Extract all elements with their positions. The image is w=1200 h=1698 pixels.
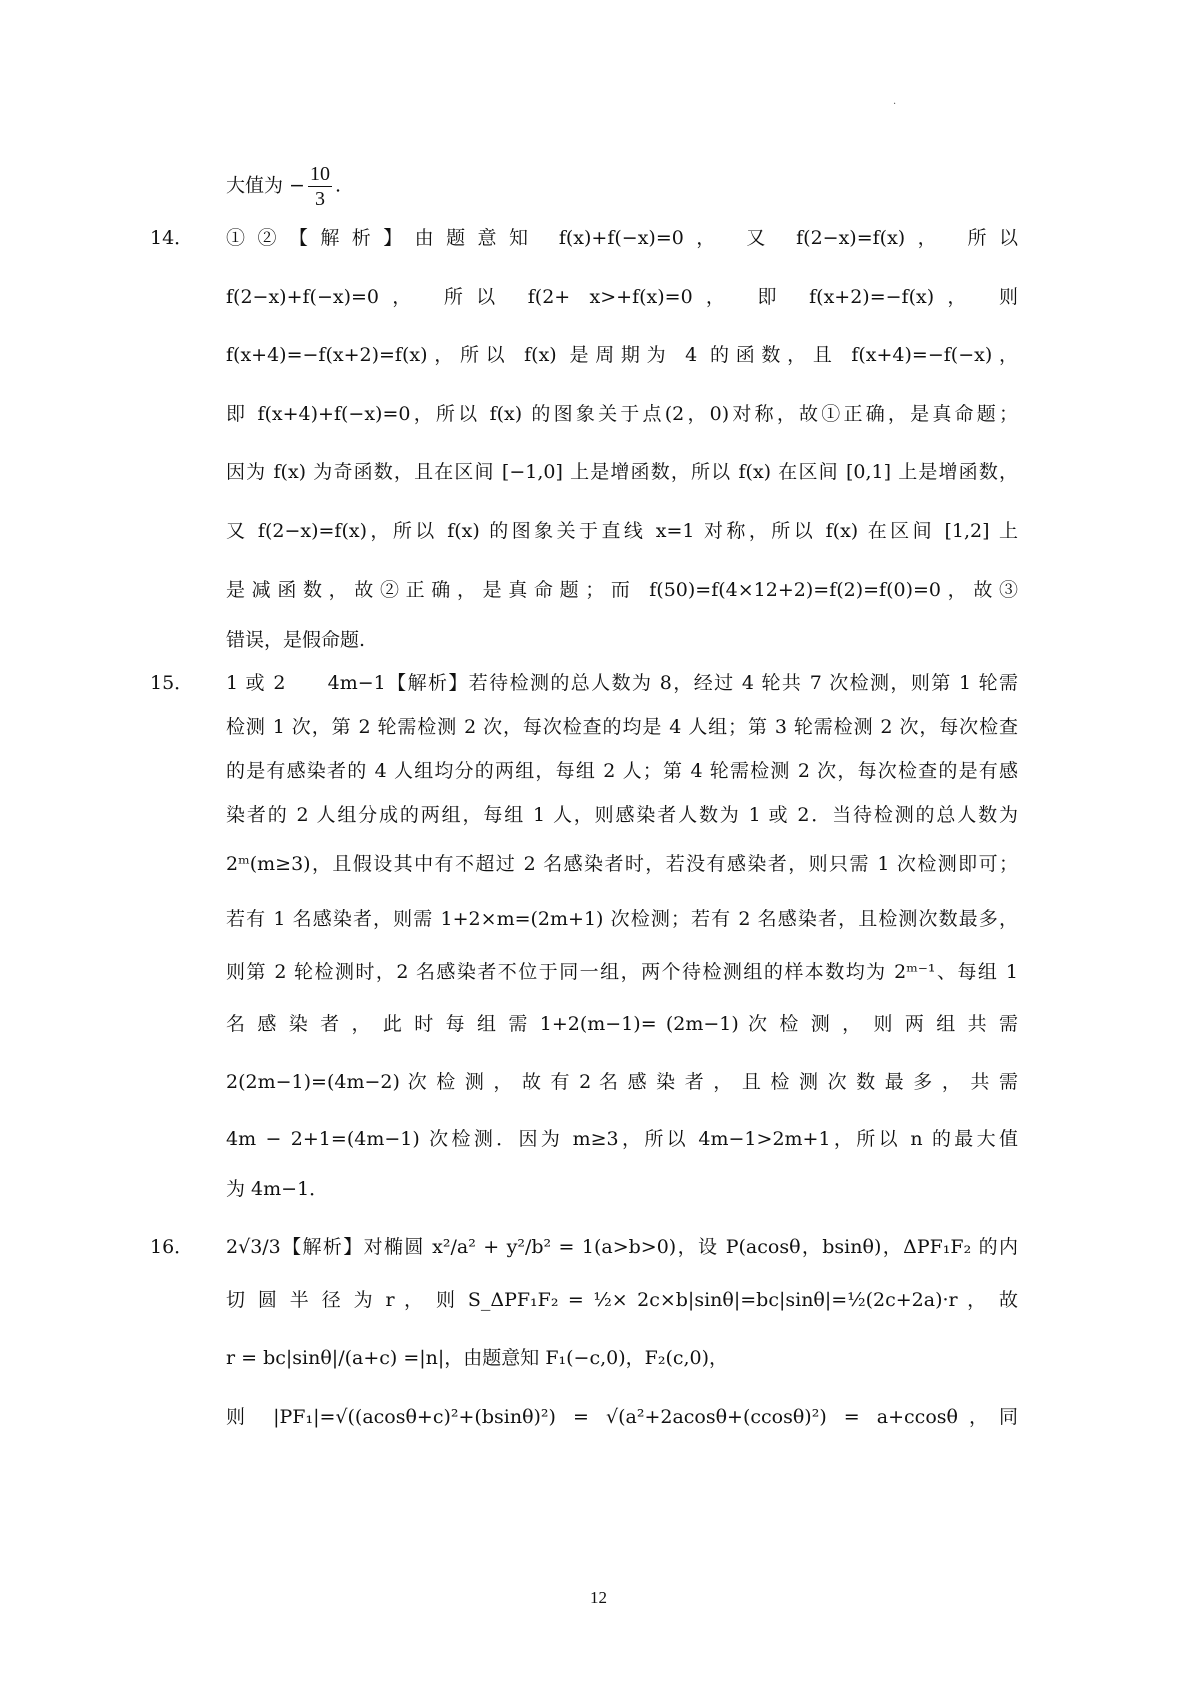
- q15-line: 若有 1 名感染者，则需 1+2×m=(2m+1) 次检测；若有 2 名感染者，且检测次数最多，: [226, 908, 1018, 930]
- top-mark: .: [893, 96, 897, 107]
- q14-line: 因为 f(x) 为奇函数，且在区间 [−1,0] 上是增函数，所以 f(x) 在区间 [0,1] 上是增函数，: [226, 461, 1018, 483]
- q14-line: f(2−x)+f(−x)=0， 所以 f(2+ x>+f(x)=0， 即 f(x+2)=−f(x)， 则: [226, 286, 1018, 308]
- q16-line: r = bc|sinθ|/(a+c) =|n|，由题意知 F₁(−c,0)，F₂(c,0)，: [226, 1347, 729, 1369]
- q15-line: 为 4m−1．: [226, 1178, 329, 1200]
- q14-line: 又 f(2−x)=f(x)，所以 f(x) 的图象关于直线 x=1 对称，所以 f(x) 在区间 [1,2] 上: [226, 520, 1018, 542]
- page-number: 12: [590, 1588, 607, 1607]
- q16-line: 则 |PF₁|=√((acosθ+c)²+(bsinθ)²) = √(a²+2acosθ+(ccosθ)²) = a+ccosθ，同: [226, 1406, 1018, 1428]
- q16-line: 切 圆 半 径 为 r ， 则 S_ΔPF₁F₂ = ½× 2c×b|sinθ|=bc|sinθ|=½(2c+2a)·r ， 故: [226, 1289, 1018, 1311]
- intro-end: .: [334, 174, 342, 197]
- q15-line: 1 或 2 4m−1【解析】若待检测的总人数为 8，经过 4 轮共 7 次检测，则第 1 轮需: [226, 672, 1018, 694]
- frac-denominator: 3: [314, 188, 325, 210]
- q16-line: 2√3/3【解析】对椭圆 x²/a² + y²/b² = 1(a>b>0)，设 P(acosθ，bsinθ)，ΔPF₁F₂ 的内: [226, 1236, 1018, 1258]
- intro-text: 大值为 −: [226, 174, 305, 197]
- q15-line: 4m − 2+1=(4m−1) 次检测．因为 m≥3，所以 4m−1>2m+1，所以 n 的最大值: [226, 1128, 1018, 1150]
- frac-numerator: 10: [309, 163, 330, 185]
- fraction: [308, 162, 332, 211]
- q15-line: 染者的 2 人组分成的两组，每组 1 人，则感染者人数为 1 或 2．当待检测的总人数为: [226, 804, 1018, 826]
- q14-line: 错误，是假命题.: [226, 629, 366, 651]
- q15-line: 2(2m−1)=(4m−2) 次 检 测 ， 故 有 2 名 感 染 者 ， 且 检 测 次 数 最 多 ， 共 需: [226, 1071, 1018, 1093]
- q15-number: 15．: [150, 672, 194, 694]
- q15-line: 检测 1 次，第 2 轮需检测 2 次，每次检查的均是 4 人组；第 3 轮需检测 2 次，每次检查: [226, 716, 1018, 738]
- intro-line: [226, 162, 1018, 211]
- q14-line: 是减函数，故②正确，是真命题；而 f(50)=f(4×12+2)=f(2)=f(0)=0，故③: [226, 579, 1018, 601]
- q15-line: 名 感 染 者 ， 此 时 每 组 需 1+2(m−1)= (2m−1) 次 检 测 ， 则 两 组 共 需: [226, 1013, 1018, 1035]
- q15-line: 的是有感染者的 4 人组均分的两组，每组 2 人；第 4 轮需检测 2 次，每次检查的是有感: [226, 760, 1018, 782]
- q15-line: 2ᵐ(m≥3)，且假设其中有不超过 2 名感染者时，若没有感染者，则只需 1 次检测即可；: [226, 853, 1018, 875]
- q15-line: 则第 2 轮检测时，2 名感染者不位于同一组，两个待检测组的样本数均为 2ᵐ⁻¹、每组 1: [226, 961, 1018, 983]
- q14-number: 14．: [150, 227, 194, 249]
- q16-number: 16．: [150, 1236, 194, 1258]
- q14-line: f(x+4)=−f(x+2)=f(x)，所以 f(x) 是周期为 4 的函数，且 f(x+4)=−f(−x)，: [226, 344, 1018, 366]
- q14-line: ①②【解析】由题意知 f(x)+f(−x)=0， 又 f(2−x)=f(x)， 所以: [226, 227, 1018, 249]
- q14-line: 即 f(x+4)+f(−x)=0，所以 f(x) 的图象关于点(2，0)对称，故①正确，是真命题；: [226, 403, 1018, 425]
